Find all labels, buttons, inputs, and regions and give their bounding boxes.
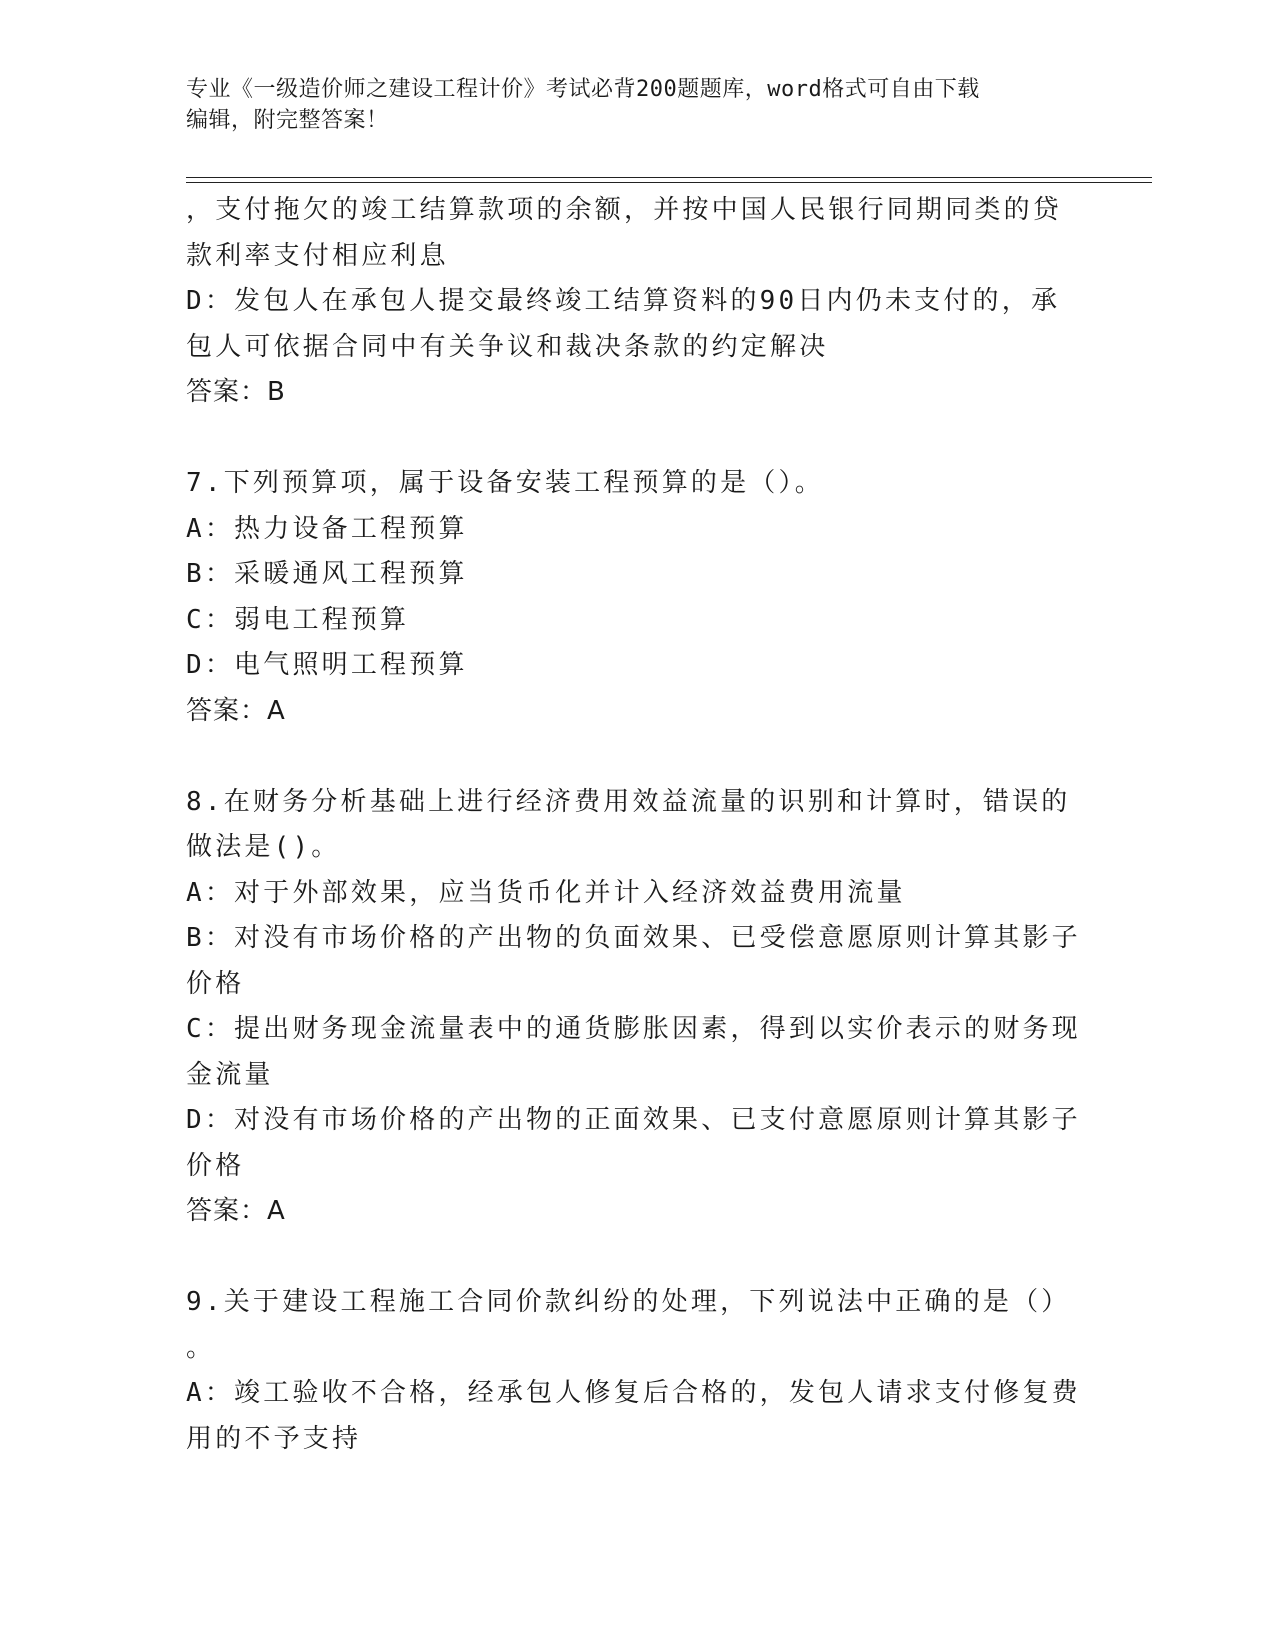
header-divider-bottom <box>186 182 1152 183</box>
answer-label: 答案：A <box>186 1196 286 1226</box>
document-header <box>186 74 1066 136</box>
option-a: A：热力设备工程预算 <box>186 513 468 544</box>
option-text: ，支付拖欠的竣工结算款项的余额，并按中国人民银行同期同类的贷 <box>186 195 1063 225</box>
option-c: C：提出财务现金流量表中的通货膨胀因素，得到以实价表示的财务现 <box>186 1014 1081 1044</box>
question-7 <box>186 461 1076 734</box>
question-stem: 8.在财务分析基础上进行经济费用效益流量的识别和计算时，错误的 <box>186 786 1071 817</box>
option-a: A：对于外部效果，应当货币化并计入经济效益费用流量 <box>186 877 906 908</box>
header-title-line1: 专业《一级造价师之建设工程计价》考试必背200题题库，word格式可自由下载 <box>186 77 980 102</box>
question-stem-cont: 。 <box>186 1332 216 1363</box>
answer-label: 答案：A <box>186 695 286 726</box>
spacer <box>186 734 1076 780</box>
option-d-cont: 包人可依据合同中有关争议和裁决条款的约定解决 <box>186 331 829 362</box>
answer-label: 答案：B <box>186 377 286 407</box>
question-stem: 9.关于建设工程施工合同价款纠纷的处理，下列说法中正确的是（） <box>186 1287 1071 1317</box>
question-stem-cont: 做法是()。 <box>186 832 341 862</box>
question-9 <box>186 1280 1081 1462</box>
option-d: D：发包人在承包人提交最终竣工结算资料的90日内仍未支付的，承 <box>186 286 1061 316</box>
option-a-cont: 用的不予支持 <box>186 1423 362 1454</box>
option-a: A：竣工验收不合格，经承包人修复后合格的，发包人请求支付修复费 <box>186 1378 1081 1408</box>
option-d-cont: 价格 <box>186 1150 245 1181</box>
spacer <box>186 1235 1076 1281</box>
document-body <box>186 188 1081 1462</box>
option-c-cont: 金流量 <box>186 1059 274 1090</box>
option-text: 款利率支付相应利息 <box>186 240 449 271</box>
option-c: C：弱电工程预算 <box>186 604 410 635</box>
option-b: B：采暖通风工程预算 <box>186 559 468 589</box>
spacer <box>186 416 1076 462</box>
question-8 <box>186 780 1081 1235</box>
header-title-line2: 编辑，附完整答案！ <box>186 108 389 133</box>
question-6-continued <box>186 188 1076 416</box>
option-b: B：对没有市场价格的产出物的负面效果、已受偿意愿原则计算其影子 <box>186 923 1081 953</box>
option-d: D：电气照明工程预算 <box>186 650 468 680</box>
header-divider-top <box>186 177 1152 178</box>
option-b-cont: 价格 <box>186 968 245 999</box>
option-d: D：对没有市场价格的产出物的正面效果、已支付意愿原则计算其影子 <box>186 1105 1081 1135</box>
question-stem: 7.下列预算项，属于设备安装工程预算的是（）。 <box>186 468 824 498</box>
